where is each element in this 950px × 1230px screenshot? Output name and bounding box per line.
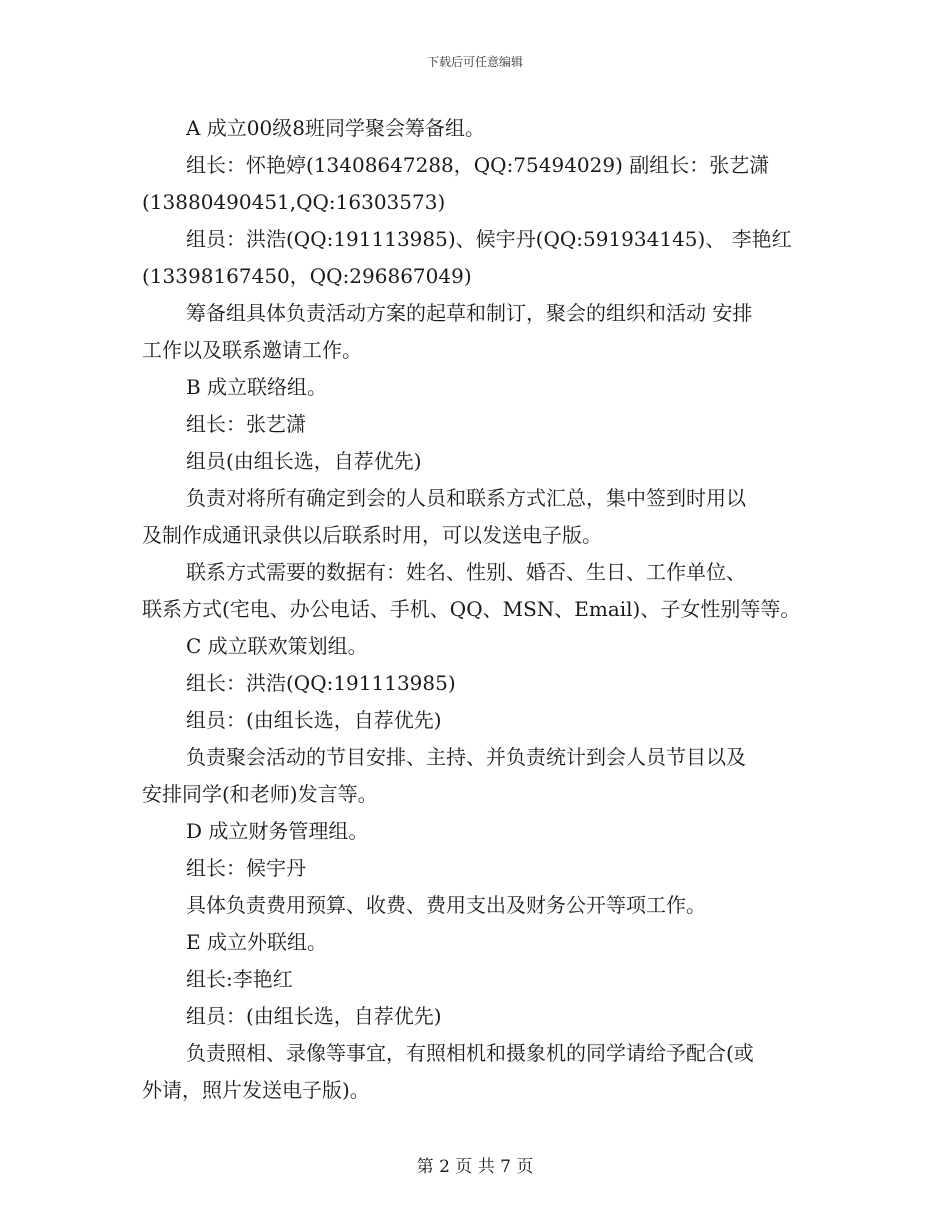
- text-line: 组长：怀艳婷(13408647288，QQ:75494029) 副组长：张艺潇: [186, 153, 770, 177]
- text-line: A 成立00级8班同学聚会筹备组。: [186, 116, 485, 140]
- text-line: 组长：洪浩(QQ:191113985): [186, 671, 456, 695]
- text-line: C 成立联欢策划组。: [186, 634, 368, 658]
- text-line: 具体负责费用预算、收费、费用支出及财务公开等项工作。: [186, 893, 706, 917]
- text-line: 组长：张艺潇: [186, 412, 306, 436]
- text-line: 联系方式(宅电、办公电话、手机、QQ、MSN、Email)、子女性别等等。: [142, 597, 801, 621]
- text-line: (13880490451,QQ:16303573): [142, 190, 446, 214]
- text-line: 外请，照片发送电子版)。: [142, 1078, 370, 1102]
- text-line: E 成立外联组。: [186, 930, 327, 954]
- text-line: 组员(由组长选，自荐优先): [186, 449, 422, 473]
- text-line: 负责聚会活动的节目安排、主持、并负责统计到会人员节目以及: [186, 745, 746, 769]
- text-line: B 成立联络组。: [186, 375, 328, 399]
- text-line: 安排同学(和老师)发言等。: [142, 782, 378, 806]
- document-body: [142, 110, 812, 1109]
- page-header: 下载后可任意编辑: [426, 55, 523, 69]
- text-line: 组长：候宇丹: [186, 856, 306, 880]
- text-line: 负责对将所有确定到会的人员和联系方式汇总，集中签到时用以: [186, 486, 746, 510]
- text-line: 工作以及联系邀请工作。: [142, 338, 362, 362]
- text-line: 负责照相、录像等事宜，有照相机和摄象机的同学请给予配合(或: [186, 1041, 754, 1065]
- text-line: 组员：洪浩(QQ:191113985)、候宇丹(QQ:591934145)、 李艳红: [186, 227, 792, 251]
- text-line: (13398167450，QQ:296867049): [142, 264, 472, 288]
- text-line: 组员：(由组长选，自荐优先): [186, 1004, 442, 1028]
- text-line: 筹备组具体负责活动方案的起草和制订，聚会的组织和活动 安排: [186, 301, 753, 325]
- text-line: 组员：(由组长选，自荐优先): [186, 708, 442, 732]
- page-number: 第 2 页 共 7 页: [416, 1157, 534, 1177]
- text-line: D 成立财务管理组。: [186, 819, 369, 843]
- text-line: 联系方式需要的数据有：姓名、性别、婚否、生日、工作单位、: [186, 560, 746, 584]
- text-line: 及制作成通讯录供以后联系时用，可以发送电子版。: [142, 523, 602, 547]
- text-line: 组长:李艳红: [186, 967, 293, 991]
